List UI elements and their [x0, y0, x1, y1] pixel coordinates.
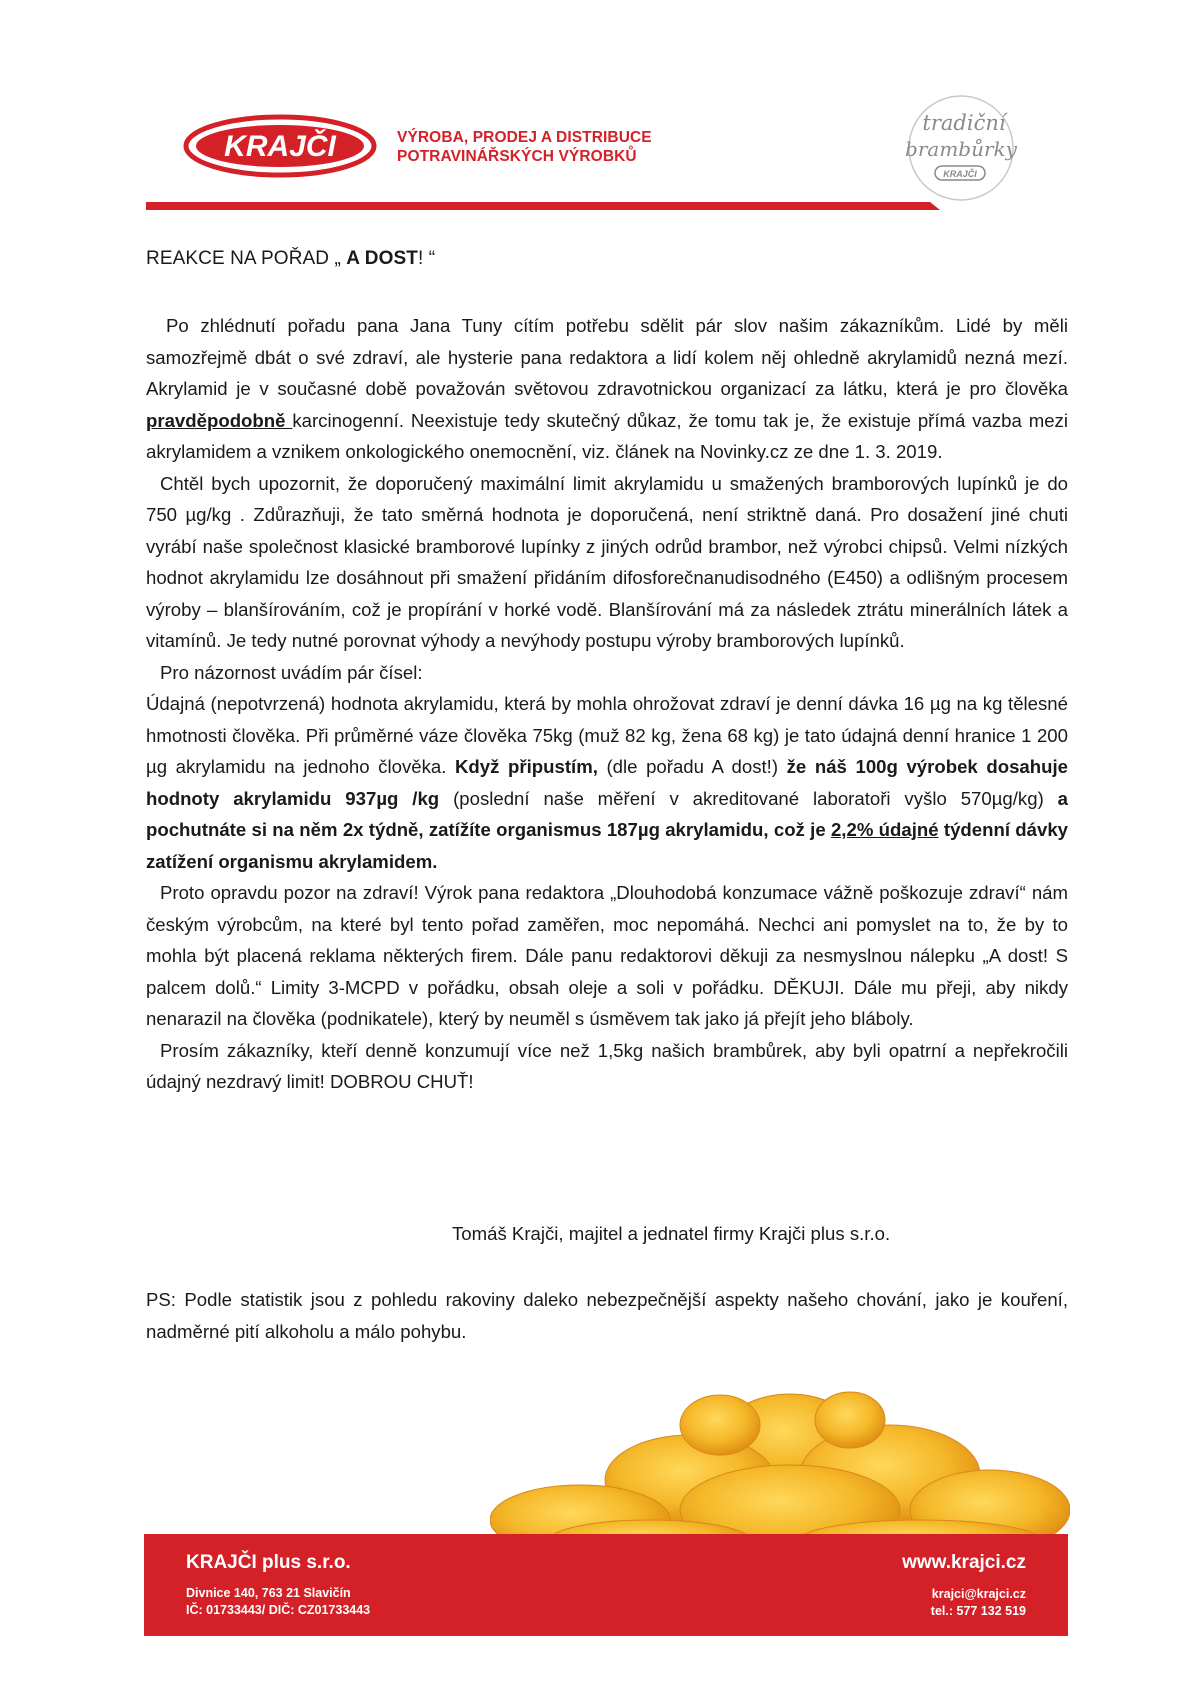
header-divider	[146, 202, 930, 210]
p1-text-b: karcinogenní. Neexistuje tedy skutečný důkaz, že tomu tak je, že existuje přímá vazba mezi akrylamidem a vznikem onkologického onemocnění, viz. článek na Novinky.cz ze dne 1. 3. 2019.	[146, 409, 1068, 462]
p4-bold-underlined: 2,2% údajné	[830, 819, 939, 840]
tagline-line1: VÝROBA, PRODEJ A DISTRIBUCE	[397, 129, 652, 146]
footer-address-line2: IČ: 01733443/ DIČ: CZ01733443	[186, 1603, 371, 1617]
paragraph-2: Chtěl bych upozornit, že doporučený maximální limit akrylamidu u smažených bramborových lupínků je do 750 µg/kg . Zdůrazňuji, že tato směrná hodnota je doporučená, není striktně daná. Pro dosažení jiné chuti vyrábí naše společnost klasické bramborové lupínky z jiných odrůd brambor, než výrobci chipsů. Velmi nízkých hodnot akrylamidu lze dosáhnout při smažení přidáním difosforečnanudisodného (E450) a odlišným procesem výroby – blanšírováním, což je propírání v horké vodě. Blanšírování má za následek ztrátu minerálních látek a vitamínů. Je tedy nutné porovnat výhody a nevýhody postupu výroby bramborových lupínků.	[146, 472, 1068, 651]
p4-bold-4: týdenní dávky zatížení organismu akrylamidem.	[146, 819, 1069, 872]
badge-line1: tradiční	[922, 111, 1006, 135]
letterhead	[0, 0, 1200, 215]
krajci-logo	[183, 114, 377, 178]
footer	[144, 1534, 1068, 1636]
p4-bold-2: že náš 100g výrobek dosahuje hodnoty akrylamidu 937µg /kg	[146, 756, 1068, 809]
p1-text-a: Po zhlédnutí pořadu pana Jana Tuny cítím potřebu sdělit pár slov našim zákazníkům. Lidé by měli samozřejmě dbát o své zdraví, ale hysterie pana redaktora a lidí kolem něj ohledně akrylamidů nezná mezí. Akrylamid je v současné době považován světovou zdravotnickou organizací za látku, která je pro člověka	[146, 315, 1068, 399]
p4-text-a: Údajná (nepotvrzená) hodnota akrylamidu, která by mohla ohrožovat zdraví je denní dávka 16 µg na kg tělesné hmotnosti člověka. Při průměrné váze člověka 75kg (muž 82 kg, žena 68 kg) je tato údajná denní hranice 1 200 µg akrylamidu na jednoho člověka.	[146, 693, 1068, 777]
signature: Tomáš Krajči, majitel a jednatel firmy Krajči plus s.r.o.	[452, 1223, 891, 1244]
footer-email: krajci@krajci.cz	[931, 1587, 1026, 1601]
letter-body	[146, 310, 1068, 1098]
document-title	[146, 248, 435, 270]
footer-address-line1: Divnice 140, 763 21 Slavičín	[186, 1586, 351, 1600]
p4-text-b: (dle pořadu A dost!)	[597, 756, 787, 777]
p4-text-c: (poslední naše měření v akreditované laboratoři vyšlo 570µg/kg)	[439, 787, 1058, 809]
company-tagline	[397, 128, 652, 166]
tagline-line2: POTRAVINÁŘSKÝCH VÝROBKŮ	[397, 148, 637, 165]
postscript: PS: Podle statistik jsou z pohledu rakoviny daleko nebezpečnější aspekty našeho chování, jako je kouření, nadměrné pití alkoholu a málo pohybu.	[146, 1289, 1068, 1342]
badge-line2: brambůrky	[905, 137, 1017, 161]
title-bold: A DOST	[346, 248, 418, 269]
paragraph-1	[146, 310, 1068, 468]
paragraph-4	[146, 688, 1068, 877]
badge-brand: KRAJČI	[943, 169, 977, 179]
paragraph-5: Proto opravdu pozor na zdraví! Výrok pana redaktora „Dlouhodobá konzumace vážně poškozuje zdraví“ nám českým výrobcům, na které byl tento pořad zaměřen, moc nepomáhá. Nechci ani pomyslet na to, že by to mohla být placená reklama některých firem. Dále panu redaktorovi děkuji za nesmyslnou nálepku „A dost! S palcem dolů.“ Limity 3-MCPD v pořádku, obsah oleje a soli v pořádku. DĚKUJI. Dále mu přeji, aby nikdy nenarazil na člověka (podnikatele), který by neuměl s úsměvem tak jako já přejít jeho bláboly.	[146, 882, 1068, 1029]
tradicni-bramburky-badge	[898, 92, 1024, 204]
logo-text: KRAJČI	[224, 130, 336, 163]
p1-emphasis: pravděpodobně	[146, 409, 293, 431]
p4-bold-1: Když připustím,	[455, 756, 598, 777]
paragraph-3: Pro názornost uvádím pár čísel:	[160, 661, 423, 683]
footer-website: www.krajci.cz	[902, 1552, 1026, 1573]
potato-chips-image	[490, 1380, 1070, 1550]
footer-phone: tel.: 577 132 519	[930, 1604, 1026, 1618]
title-prefix: REAKCE NA POŘAD „	[146, 248, 347, 269]
footer-company: KRAJČI plus s.r.o.	[186, 1552, 351, 1573]
paragraph-6: Prosím zákazníky, kteří denně konzumují více než 1,5kg našich brambůrek, aby byli opatrní a nepřekročili údajný nezdravý limit! DOBROU CHUŤ!	[146, 1039, 1068, 1092]
p4-bold-3: a pochutnáte si na něm 2x týdně, zatížíte organismus 187µg akrylamidu, což je	[146, 787, 1069, 840]
footer-address	[186, 1585, 370, 1619]
footer-contact	[931, 1586, 1026, 1620]
title-suffix: ! “	[417, 248, 436, 269]
